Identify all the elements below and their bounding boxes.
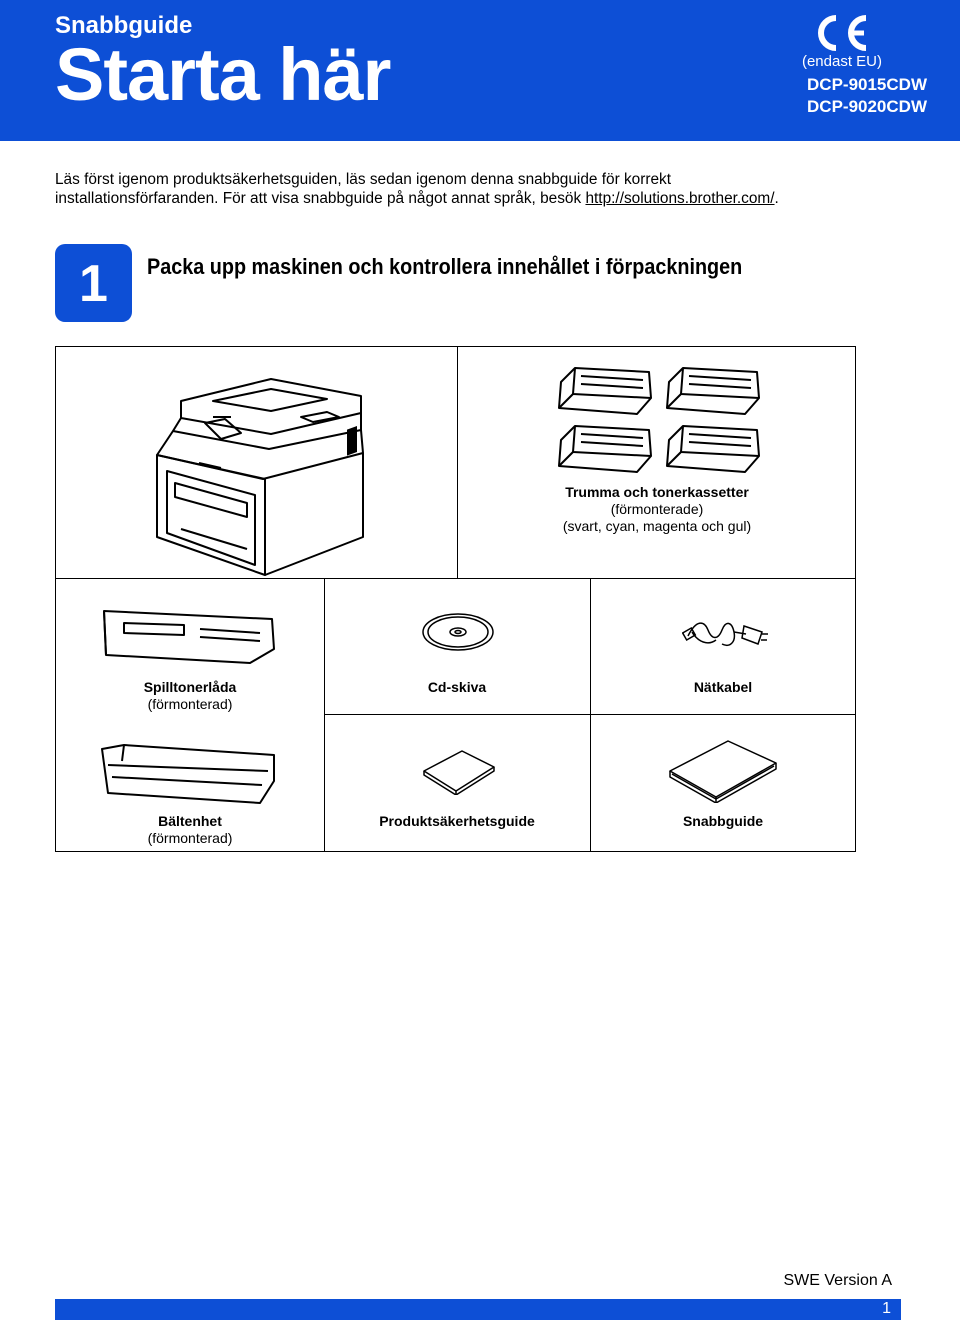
item-name: Trumma och tonerkassetter [565,484,749,500]
item-note: (svart, cyan, magenta och gul) [562,518,752,534]
footer-bar [55,1299,901,1320]
ce-mark-icon [812,12,870,54]
item-note: (förmonterad) [147,830,233,846]
quick-guide-label [590,813,856,830]
page-number: 1 [882,1300,891,1317]
belt-label [56,813,324,847]
step-title: Packa upp maskinen och kontrollera innehållet i förpackningen [147,254,743,279]
cd-label [324,679,590,696]
intro-text [55,170,925,208]
step-number-badge: 1 [55,244,132,322]
item-name: Cd-skiva [427,679,487,695]
item-note: (förmonterade) [610,501,704,517]
safety-guide-label [324,813,590,830]
item-name: Bältenhet [158,813,222,829]
intro-line-suffix: . [774,190,779,207]
cable-label [590,679,856,696]
guide-subtitle: Snabbguide [55,12,193,39]
brother-solutions-link[interactable]: http://solutions.brother.com/ [585,190,775,207]
model-name: DCP-9015CDW [807,75,927,94]
item-note: (förmonterad) [147,696,233,712]
intro-line: Läs först igenom produktsäkerhetsguiden, läs sedan igenom denna snabbguide för korrekt [55,171,672,188]
model-name: DCP-9020CDW [807,97,927,116]
toner-label [458,484,856,535]
printer-illustration [151,361,371,577]
waste-toner-box-illustration [100,605,280,665]
safety-guide-illustration [422,745,496,795]
belt-unit-illustration [98,743,282,807]
item-name: Nätkabel [693,679,753,695]
package-contents-grid [55,346,856,852]
item-name: Produktsäkerhetsguide [379,813,535,829]
intro-line [55,189,925,208]
intro-line-prefix: installationsförfaranden. För att visa snabbguide på något annat språk, besök [55,190,586,207]
waste-toner-label [56,679,324,713]
version-label: SWE Version A [783,1272,892,1289]
ce-note: (endast EU) [801,53,882,70]
item-name: Spilltonerlåda [143,679,237,695]
header-banner [0,0,960,141]
cd-illustration [420,611,496,653]
page-title: Starta här [55,33,391,116]
drum-toner-illustration [551,360,766,478]
quick-guide-illustration [668,737,778,803]
power-cable-illustration [682,612,768,654]
item-name: Snabbguide [682,813,764,829]
